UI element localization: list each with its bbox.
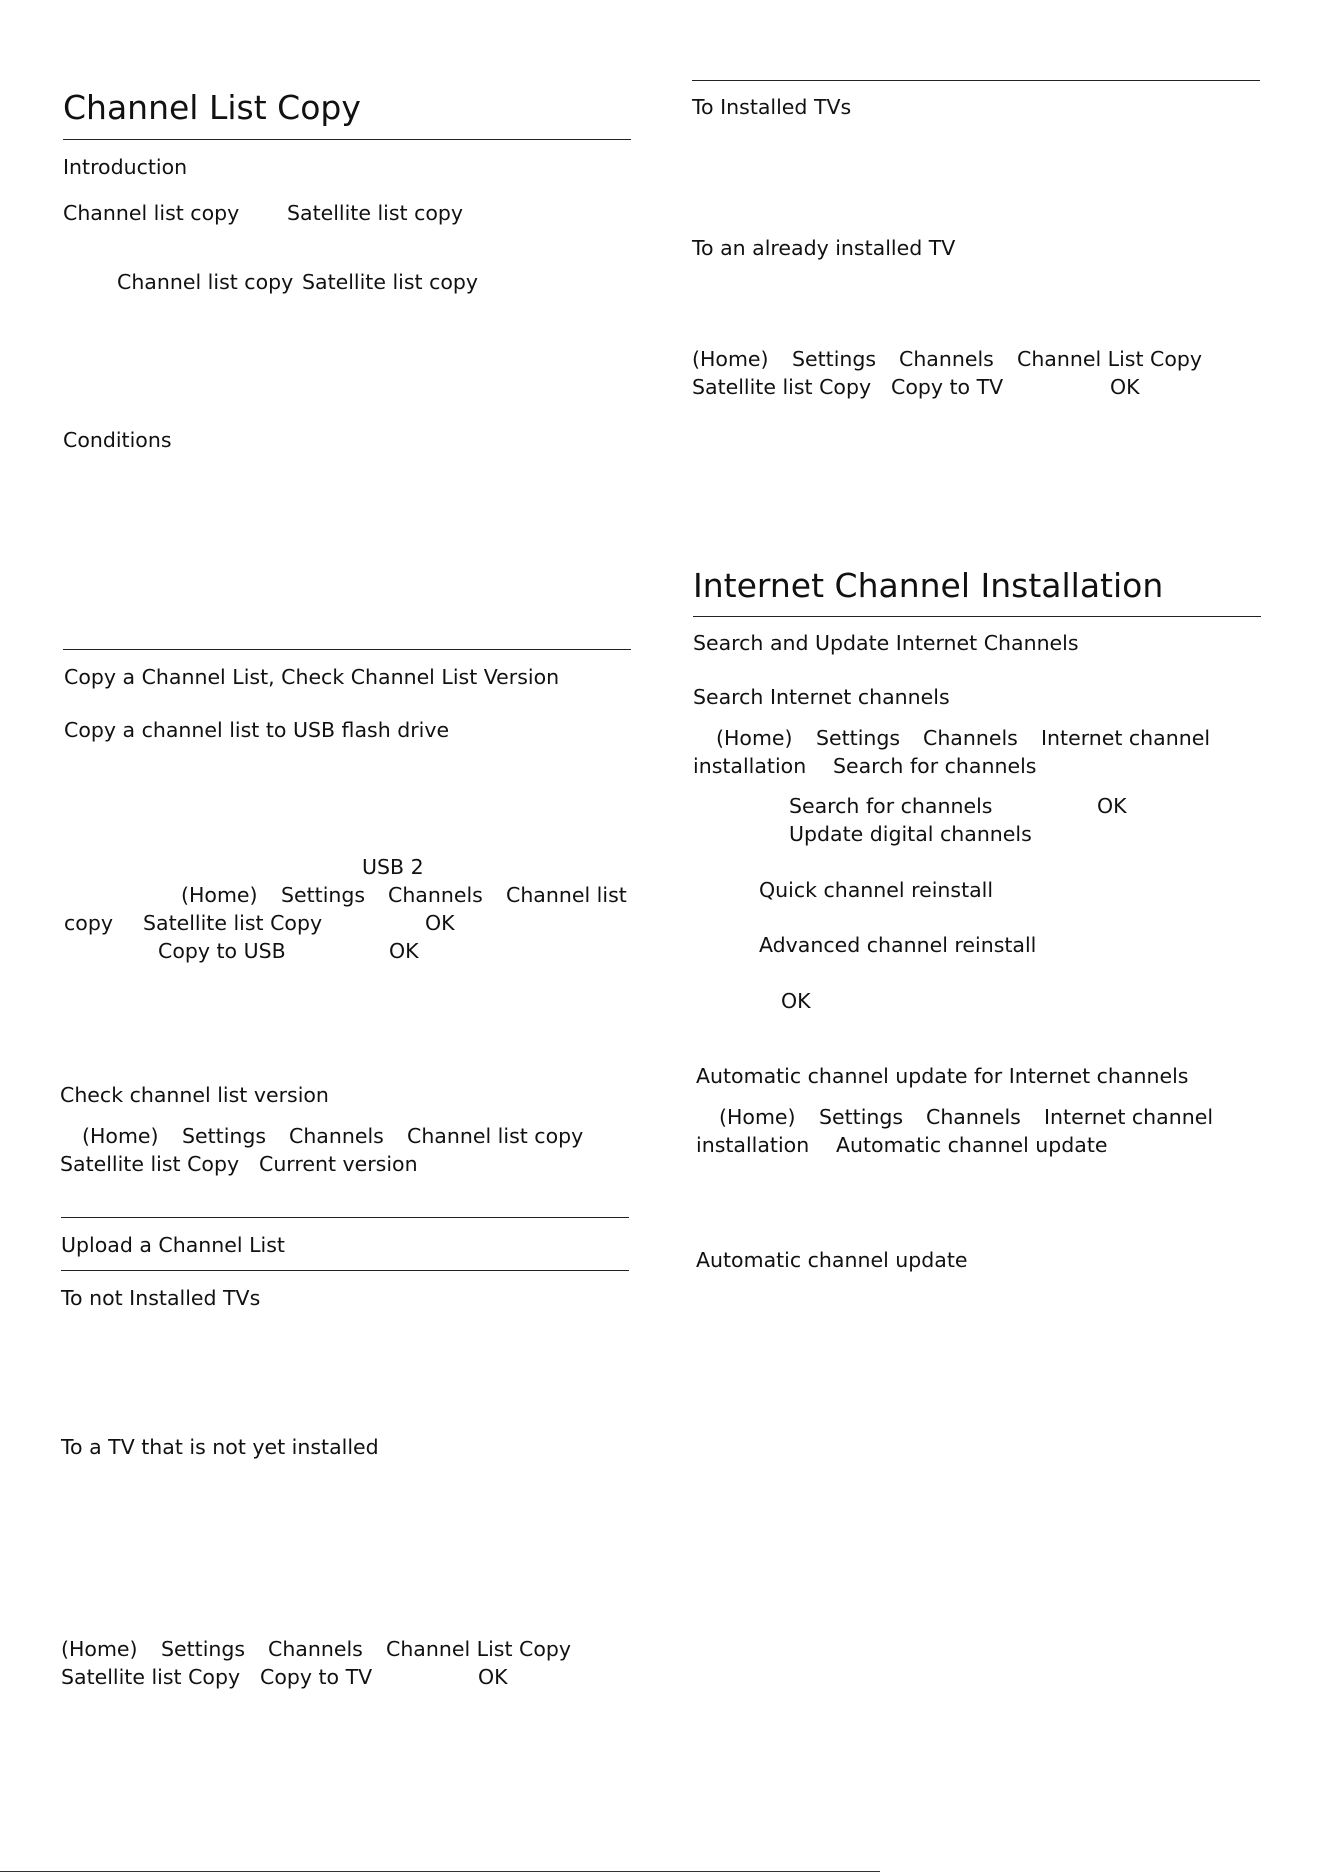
divider <box>63 649 631 650</box>
menu-term: Satellite list copy <box>287 201 464 225</box>
key-ok: OK <box>781 989 811 1013</box>
path-settings: Settings <box>792 347 877 371</box>
path-channels: Channels <box>289 1124 384 1148</box>
menu-term-advanced-reinstall: Advanced channel reinstall <box>759 933 1037 957</box>
menu-term-usb: USB 2 <box>362 855 424 879</box>
path-satellite-list-copy: Satellite list Copy <box>61 1665 241 1689</box>
menu-term-quick-reinstall: Quick channel reinstall <box>759 878 994 902</box>
path-settings: Settings <box>161 1637 246 1661</box>
path-channels: Channels <box>926 1105 1021 1129</box>
subheading-copy-to-usb: Copy a channel list to USB flash drive <box>64 718 450 742</box>
path-satellite-list-copy: Satellite list Copy <box>143 911 323 935</box>
menu-term: Channel list copy <box>63 201 240 225</box>
path-channels: Channels <box>923 726 1018 750</box>
subheading-check-version: Check channel list version <box>60 1083 329 1107</box>
divider <box>61 1270 629 1271</box>
path-automatic-channel-update: Automatic channel update <box>836 1133 1108 1157</box>
path-home: (Home) <box>82 1124 159 1148</box>
menu-term: Channel list copy <box>117 270 294 294</box>
subheading-search-update: Search and Update Internet Channels <box>693 631 1079 655</box>
divider <box>693 616 1261 617</box>
section-heading-internet-channel-installation: Internet Channel Installation <box>693 566 1164 605</box>
path-channel-list-copy: Channel List Copy <box>1017 347 1203 371</box>
key-ok: OK <box>1097 794 1127 818</box>
path-home: (Home) <box>716 726 793 750</box>
path-home: (Home) <box>719 1105 796 1129</box>
path-settings: Settings <box>281 883 366 907</box>
subheading-search-internet: Search Internet channels <box>693 685 950 709</box>
menu-term-update-digital-channels: Update digital channels <box>789 822 1032 846</box>
path-copy-to-tv: Copy to TV <box>891 375 1004 399</box>
subheading-conditions: Conditions <box>63 428 172 452</box>
path-channels: Channels <box>899 347 994 371</box>
path-channels: Channels <box>388 883 483 907</box>
key-ok: OK <box>389 939 419 963</box>
path-channel-list-copy: Channel list copy <box>407 1124 584 1148</box>
path-internet-channel: Internet channel <box>1041 726 1211 750</box>
subheading-upload: Upload a Channel List <box>61 1233 285 1257</box>
path-copy: copy <box>64 911 113 935</box>
path-copy-to-tv: Copy to TV <box>260 1665 373 1689</box>
divider <box>63 139 631 140</box>
subheading-already-installed: To an already installed TV <box>692 236 956 260</box>
path-home: (Home) <box>692 347 769 371</box>
divider <box>692 80 1260 81</box>
path-channel-list: Channel list <box>506 883 627 907</box>
path-installation: installation <box>696 1133 810 1157</box>
subheading-installed: To Installed TVs <box>692 95 852 119</box>
path-home: (Home) <box>61 1637 138 1661</box>
menu-term: Satellite list copy <box>302 270 479 294</box>
path-settings: Settings <box>816 726 901 750</box>
path-current-version: Current version <box>259 1152 418 1176</box>
divider <box>61 1217 629 1218</box>
path-channel-list-copy: Channel List Copy <box>386 1637 572 1661</box>
subheading-copy-channel-list: Copy a Channel List, Check Channel List Version <box>64 665 560 689</box>
menu-term-search-for-channels: Search for channels <box>789 794 993 818</box>
subheading-automatic-update: Automatic channel update for Internet channels <box>696 1064 1189 1088</box>
subheading-not-installed: To not Installed TVs <box>61 1286 261 1310</box>
path-satellite-list-copy: Satellite list Copy <box>692 375 872 399</box>
path-copy-to-usb: Copy to USB <box>158 939 286 963</box>
path-search-for-channels: Search for channels <box>833 754 1037 778</box>
path-channels: Channels <box>268 1637 363 1661</box>
section-heading-channel-list-copy: Channel List Copy <box>63 88 361 127</box>
path-home: (Home) <box>181 883 258 907</box>
path-satellite-list-copy: Satellite list Copy <box>60 1152 240 1176</box>
subheading-introduction: Introduction <box>63 155 188 179</box>
path-installation: installation <box>693 754 807 778</box>
menu-term-automatic-update: Automatic channel update <box>696 1248 968 1272</box>
key-ok: OK <box>478 1665 508 1689</box>
path-settings: Settings <box>182 1124 267 1148</box>
key-ok: OK <box>1110 375 1140 399</box>
path-settings: Settings <box>819 1105 904 1129</box>
subheading-not-yet-installed: To a TV that is not yet installed <box>61 1435 379 1459</box>
path-internet-channel: Internet channel <box>1044 1105 1214 1129</box>
key-ok: OK <box>425 911 455 935</box>
